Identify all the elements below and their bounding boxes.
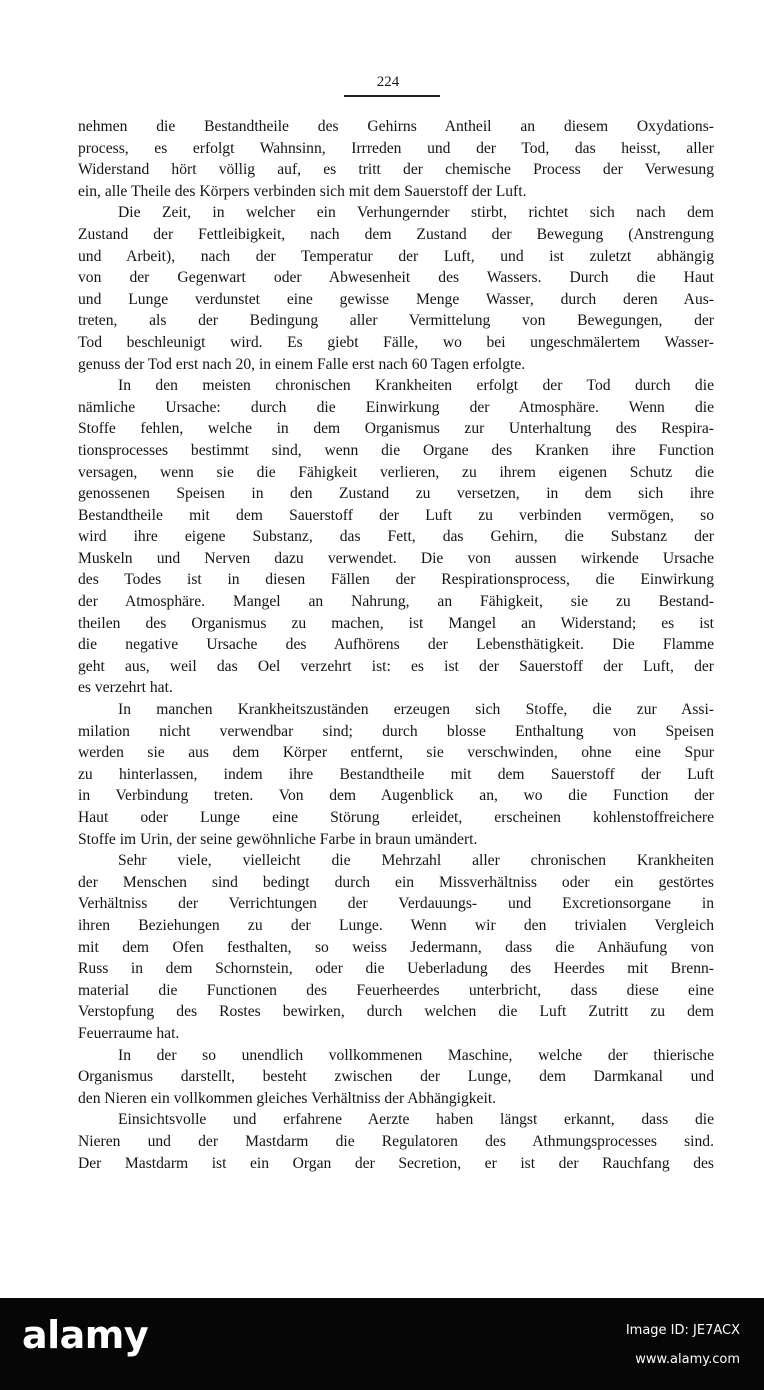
text-line: Stoffe im Urin, der seine gewöhnliche Farbe in braun umändert. bbox=[78, 830, 478, 848]
text-line: der Atmosphäre. Mangel an Nahrung, an Fähigkeit, sie zu Bestand- bbox=[78, 593, 714, 611]
text-line: Haut oder Lunge eine Störung erleidet, erscheinen kohlenstoffreichere bbox=[78, 809, 714, 826]
text-line: In den meisten chronischen Krankheiten erfolgt der Tod durch die bbox=[118, 377, 714, 395]
text-line: Organismus darstellt, besteht zwischen der Lunge, dem Darmkanal und bbox=[78, 1068, 714, 1086]
text-line: tionsprocesses bestimmt sind, wenn die Organe des Kranken ihre Function bbox=[78, 441, 714, 459]
text-line: Widerstand hört völlig auf, es tritt der chemische Process der Verwesung bbox=[78, 161, 714, 179]
text-line: genossenen Speisen in den Zustand zu versetzen, in dem sich ihre bbox=[78, 485, 714, 503]
paragraph bbox=[78, 375, 714, 699]
text-line: Russ in dem Schornstein, oder die Ueberladung des Heerdes mit Brenn- bbox=[78, 960, 714, 978]
text-line: theilen des Organismus zu machen, ist Mangel an Widerstand; es ist bbox=[78, 614, 714, 632]
text-line: ihren Beziehungen zu der Lunge. Wenn wir den trivialen Vergleich bbox=[78, 916, 714, 934]
text-line: Nieren und der Mastdarm die Regulatoren des Athmungsprocesses sind. bbox=[78, 1132, 714, 1150]
text-line: zu hinterlassen, indem ihre Bestandtheile mit dem Sauerstoff der Luft bbox=[78, 765, 714, 783]
text-line: geht aus, weil das Oel verzehrt ist: es ist der Sauerstoff der Luft, der bbox=[78, 657, 714, 675]
text-line: des Todes ist in diesen Fällen der Respirationsprocess, die Einwirkung bbox=[78, 571, 714, 589]
text-line: Sehr viele, vielleicht die Mehrzahl aller chronischen Krankheiten bbox=[118, 852, 714, 870]
text-line: Muskeln und Nerven dazu verwendet. Die von aussen wirkende Ursache bbox=[78, 549, 714, 567]
text-line: In manchen Krankheitszuständen erzeugen sich Stoffe, die zur Assi- bbox=[118, 701, 714, 719]
paragraph bbox=[78, 699, 714, 850]
text-line: Verstopfung des Rostes bewirken, durch welchen die Luft Zutritt zu dem bbox=[78, 1003, 714, 1021]
text-line: Bestandtheile mit dem Sauerstoff der Luft zu verbinden vermögen, so bbox=[78, 506, 714, 524]
text-line: ein, alle Theile des Körpers verbinden sich mit dem Sauerstoff der Luft. bbox=[78, 182, 527, 200]
text-line: nämliche Ursache: durch die Einwirkung der Atmosphäre. Wenn die bbox=[78, 398, 714, 416]
text-line: in Verbindung treten. Von dem Augenblick an, wo die Function der bbox=[78, 787, 714, 805]
paragraph bbox=[78, 1045, 714, 1110]
text-line: die negative Ursache des Aufhörens der Lebensthätigkeit. Die Flamme bbox=[78, 636, 714, 654]
paragraph bbox=[78, 850, 714, 1044]
text-line: und Lunge verdunstet eine gewisse Menge Wasser, durch deren Aus- bbox=[78, 290, 714, 308]
text-line: Einsichtsvolle und erfahrene Aerzte haben längst erkannt, dass die bbox=[118, 1111, 714, 1129]
paragraph bbox=[78, 116, 714, 202]
text-line: wird ihre eigene Substanz, das Fett, das Gehirn, die Substanz der bbox=[78, 528, 714, 546]
page-number-rule bbox=[344, 95, 440, 97]
text-line: der Menschen sind bedingt durch ein Missverhältniss oder ein gestörtes bbox=[78, 873, 714, 891]
text-line: es verzehrt hat. bbox=[78, 679, 173, 697]
text-line: und Arbeit), nach der Temperatur der Luft, und ist zuletzt abhängig bbox=[78, 247, 714, 265]
body-text bbox=[78, 116, 714, 1174]
text-line: material die Functionen des Feuerheerdes unterbricht, dass diese eine bbox=[78, 981, 714, 999]
text-line: Verhältniss der Verrichtungen der Verdauungs- und Excretionsorgane in bbox=[78, 895, 714, 913]
text-line: milation nicht verwendbar sind; durch blosse Enthaltung von Speisen bbox=[78, 722, 714, 740]
image-id-label: Image ID: JE7ACX bbox=[625, 1323, 740, 1338]
text-line: versagen, wenn sie die Fähigkeit verlieren, zu ihrem eigenen Schutz die bbox=[78, 463, 714, 481]
page-number: 224 bbox=[376, 74, 400, 90]
text-line: den Nieren ein vollkommen gleiches Verhältniss der Abhängigkeit. bbox=[78, 1089, 497, 1107]
text-line: Die Zeit, in welcher ein Verhungernder stirbt, richtet sich nach dem bbox=[118, 204, 714, 222]
alamy-logo: alamy bbox=[22, 1313, 149, 1357]
paragraph bbox=[78, 202, 714, 375]
text-line: Feuerraume hat. bbox=[78, 1024, 180, 1042]
text-line: Tod beschleunigt wird. Es giebt Fälle, wo bei ungeschmälertem Wasser- bbox=[78, 333, 714, 351]
text-line: treten, als der Bedingung aller Vermittelung von Bewegungen, der bbox=[78, 312, 714, 330]
text-line: von der Gegenwart oder Abwesenheit des Wassers. Durch die Haut bbox=[78, 269, 714, 287]
paragraph bbox=[78, 1109, 714, 1174]
text-line: Stoffe fehlen, welche in dem Organismus zur Unterhaltung des Respira- bbox=[78, 420, 714, 438]
text-line: genuss der Tod erst nach 20, in einem Falle erst nach 60 Tagen erfolgte. bbox=[78, 355, 526, 373]
text-line: process, es erfolgt Wahnsinn, Irrreden und der Tod, das heisst, aller bbox=[78, 139, 714, 157]
text-line: mit dem Ofen festhalten, so weiss Jedermann, dass die Anhäufung von bbox=[78, 938, 714, 956]
site-url: www.alamy.com bbox=[635, 1352, 740, 1367]
text-line: Zustand der Fettleibigkeit, nach dem Zustand der Bewegung (Anstrengung bbox=[78, 225, 714, 243]
text-line: Der Mastdarm ist ein Organ der Secretion, er ist der Rauchfang des bbox=[78, 1154, 714, 1172]
text-line: werden sie aus dem Körper entfernt, sie verschwinden, ohne eine Spur bbox=[78, 744, 714, 762]
text-line: nehmen die Bestandtheile des Gehirns Antheil an diesem Oxydations- bbox=[78, 118, 714, 135]
text-line: In der so unendlich vollkommenen Maschine, welche der thierische bbox=[118, 1046, 714, 1064]
